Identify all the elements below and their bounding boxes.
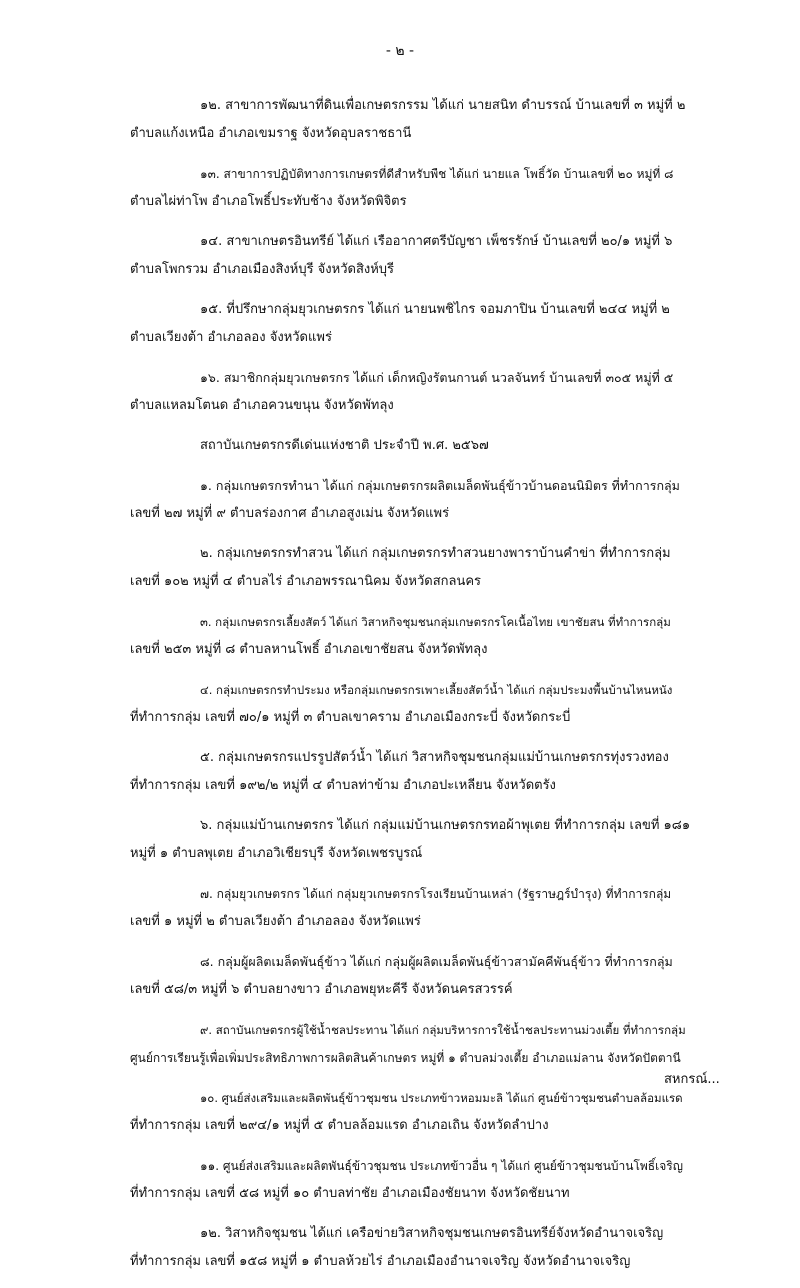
list-item	[130, 676, 690, 732]
item-second-line: เลขที่ ๕๘/๓ หมู่ที่ ๖ ตำบลยางขาว อำเภอพยุหะคีรี จังหวัดนครสวรรค์	[130, 982, 513, 997]
item-second-line: ที่ทำการกลุ่ม เลขที่ ๗๐/๑ หมู่ที่ ๓ ตำบลเขาคราม อำเภอเมืองกระบี่ จังหวัดกระบี่	[130, 710, 571, 725]
item-first-line: ๑๕. ที่ปรึกษากลุ่มยุวเกษตรกร ได้แก่ นายนพชิไกร จอมภาปิน บ้านเลขที่ ๒๔๔ หมู่ที่ ๒	[200, 302, 670, 317]
list-item	[130, 228, 690, 284]
list-item	[130, 948, 690, 1004]
item-second-line: เลขที่ ๑๐๒ หมู่ที่ ๔ ตำบลไร่ อำเภอพรรณานิคม จังหวัดสกลนคร	[130, 574, 482, 589]
list-item	[130, 744, 690, 800]
item-first-line: ๑. กลุ่มเกษตรกรทำนา ได้แก่ กลุ่มเกษตรกรผลิตเมล็ดพันธุ์ข้าวบ้านดอนนิมิตร ที่ทำการกลุ่ม	[200, 478, 680, 493]
list-item	[130, 472, 690, 528]
list-item	[130, 160, 690, 216]
list-item	[130, 608, 690, 664]
item-first-line: ๔. กลุ่มเกษตรกรทำประมง หรือกลุ่มเกษตรกรเพาะเลี้ยงสัตว์น้ำ ได้แก่ กลุ่มประมงพื้นบ้านไหนหนัง	[200, 683, 673, 697]
item-second-line: ตำบลไผ่ท่าโพ อำเภอโพธิ์ประทับช้าง จังหวัดพิจิตร	[130, 194, 407, 209]
item-first-line: ๑๒. สาขาการพัฒนาที่ดินเพื่อเกษตรกรรม ได้แก่ นายสนิท ดำบรรณ์ บ้านเลขที่ ๓ หมู่ที่ ๒	[200, 98, 686, 113]
document-body	[130, 92, 690, 1288]
list-item	[130, 540, 690, 596]
item-second-line: หมู่ที่ ๑ ตำบลพุเตย อำเภอวิเชียรบุรี จังหวัดเพชรบูรณ์	[130, 846, 423, 861]
item-second-line: ตำบลแหลมโตนด อำเภอควนขนุน จังหวัดพัทลุง	[130, 398, 394, 413]
list-item	[130, 1016, 690, 1072]
item-first-line: ๑๐. ศูนย์ส่งเสริมและผลิตพันธุ์ข้าวชุมชน ประเภทข้าวหอมมะลิ ได้แก่ ศูนย์ข้าวชุมชนตำบลล้อมแรด	[200, 1091, 683, 1105]
item-first-line: ๙. สถาบันเกษตรกรผู้ใช้น้ำชลประทาน ได้แก่ กลุ่มบริหารการใช้น้ำชลประทานม่วงเตี้ย ที่ทำการกลุ่ม	[200, 1023, 686, 1037]
section-heading: สถาบันเกษตรกรดีเด่นแห่งชาติ ประจำปี พ.ศ. ๒๕๖๗	[200, 438, 489, 453]
item-second-line: ตำบลแก้งเหนือ อำเภอเขมราฐ จังหวัดอุบลราชธานี	[130, 126, 412, 141]
item-second-line: เลขที่ ๑ หมู่ที่ ๒ ตำบลเวียงต้า อำเภอลอง จังหวัดแพร่	[130, 914, 421, 929]
item-first-line: ๑๔. สาขาเกษตรอินทรีย์ ได้แก่ เรืออากาศตรีบัญชา เพ็ชรรักษ์ บ้านเลขที่ ๒๐/๑ หมู่ที่ ๖	[200, 234, 673, 249]
item-second-line: เลขที่ ๒๗ หมู่ที่ ๙ ตำบลร่องกาศ อำเภอสูงเม่น จังหวัดแพร่	[130, 506, 450, 521]
item-first-line: ๑๑. ศูนย์ส่งเสริมและผลิตพันธุ์ข้าวชุมชน ประเภทข้าวอื่น ๆ ได้แก่ ศูนย์ข้าวชุมชนบ้านโพธิ์เจริญ	[200, 1159, 683, 1173]
item-second-line: ตำบลโพกรวม อำเภอเมืองสิงห์บุรี จังหวัดสิงห์บุรี	[130, 262, 395, 277]
list-item	[130, 92, 690, 148]
item-second-line: ตำบลเวียงต้า อำเภอลอง จังหวัดแพร่	[130, 330, 332, 345]
list-item	[130, 296, 690, 352]
item-second-line: ที่ทำการกลุ่ม เลขที่ ๕๘ หมู่ที่ ๑๐ ตำบลท่าชัย อำเภอเมืองชัยนาท จังหวัดชัยนาท	[130, 1186, 570, 1201]
item-first-line: ๑๒. วิสาหกิจชุมชน ได้แก่ เครือข่ายวิสาหกิจชุมชนเกษตรอินทรีย์จังหวัดอำนาจเจริญ	[200, 1226, 664, 1241]
individual-awards-list	[130, 92, 690, 420]
page-number: - ๒ -	[385, 43, 415, 59]
item-first-line: ๘. กลุ่มผู้ผลิตเมล็ดพันธุ์ข้าว ได้แก่ กลุ่มผู้ผลิตเมล็ดพันธุ์ข้าวสามัคคีพันธุ์ข้าว ที่ทำการกลุ่ม	[200, 954, 673, 969]
item-second-line: ที่ทำการกลุ่ม เลขที่ ๑๙๒/๒ หมู่ที่ ๔ ตำบลท่าข้าม อำเภอปะเหลียน จังหวัดตรัง	[130, 778, 556, 793]
item-first-line: ๒. กลุ่มเกษตรกรทำสวน ได้แก่ กลุ่มเกษตรกรทำสวนยางพาราบ้านคำข่า ที่ทำการกลุ่ม	[200, 546, 671, 561]
list-item	[130, 1220, 690, 1276]
item-first-line: ๑๖. สมาชิกกลุ่มยุวเกษตรกร ได้แก่ เด็กหญิงรัตนกานต์ นวลจันทร์ บ้านเลขที่ ๓๐๕ หมู่ที่ ๕	[200, 370, 674, 385]
list-item	[130, 812, 690, 868]
list-item	[130, 1152, 690, 1208]
item-second-line: เลขที่ ๒๕๓ หมู่ที่ ๘ ตำบลหานโพธิ์ อำเภอเขาชัยสน จังหวัดพัทลุง	[130, 642, 488, 657]
item-first-line: ๑๓. สาขาการปฏิบัติทางการเกษตรที่ดีสำหรับพืช ได้แก่ นายแล โพธิ์วัด บ้านเลขที่ ๒๐ หมู่ที่ ๘	[200, 167, 674, 181]
item-first-line: ๕. กลุ่มเกษตรกรแปรรูปสัตว์น้ำ ได้แก่ วิสาหกิจชุมชนกลุ่มแม่บ้านเกษตรกรทุ่งรวงทอง	[200, 750, 669, 765]
institution-awards-list	[130, 472, 690, 1276]
item-second-line: ที่ทำการกลุ่ม เลขที่ ๑๕๘ หมู่ที่ ๑ ตำบลห้วยไร่ อำเภอเมืองอำนาจเจริญ จังหวัดอำนาจเจริญ	[130, 1254, 631, 1269]
list-item	[130, 364, 690, 420]
continuation-footer: สหกรณ์...	[664, 1072, 720, 1087]
item-second-line: ที่ทำการกลุ่ม เลขที่ ๒๙๔/๑ หมู่ที่ ๕ ตำบลล้อมแรด อำเภอเถิน จังหวัดลำปาง	[130, 1118, 549, 1133]
item-first-line: ๓. กลุ่มเกษตรกรเลี้ยงสัตว์ ได้แก่ วิสาหกิจชุมชนกลุ่มเกษตรกรโคเนื้อไทย เขาชัยสน ที่ทำการกลุ่ม	[200, 615, 671, 629]
list-item	[130, 880, 690, 936]
list-item	[130, 1084, 690, 1140]
item-second-line: ศูนย์การเรียนรู้เพื่อเพิ่มประสิทธิภาพการผลิตสินค้าเกษตร หมู่ที่ ๑ ตำบลม่วงเตี้ย อำเภอแม่ลาน จังหวัดปัตตานี	[130, 1051, 681, 1065]
item-first-line: ๗. กลุ่มยุวเกษตรกร ได้แก่ กลุ่มยุวเกษตรกรโรงเรียนบ้านเหล่า (รัฐราษฎร์บำรุง) ที่ทำการกลุ่ม	[200, 887, 672, 901]
item-first-line: ๖. กลุ่มแม่บ้านเกษตรกร ได้แก่ กลุ่มแม่บ้านเกษตรกรทอผ้าพุเตย ที่ทำการกลุ่ม เลขที่ ๑๘๑	[200, 818, 691, 833]
